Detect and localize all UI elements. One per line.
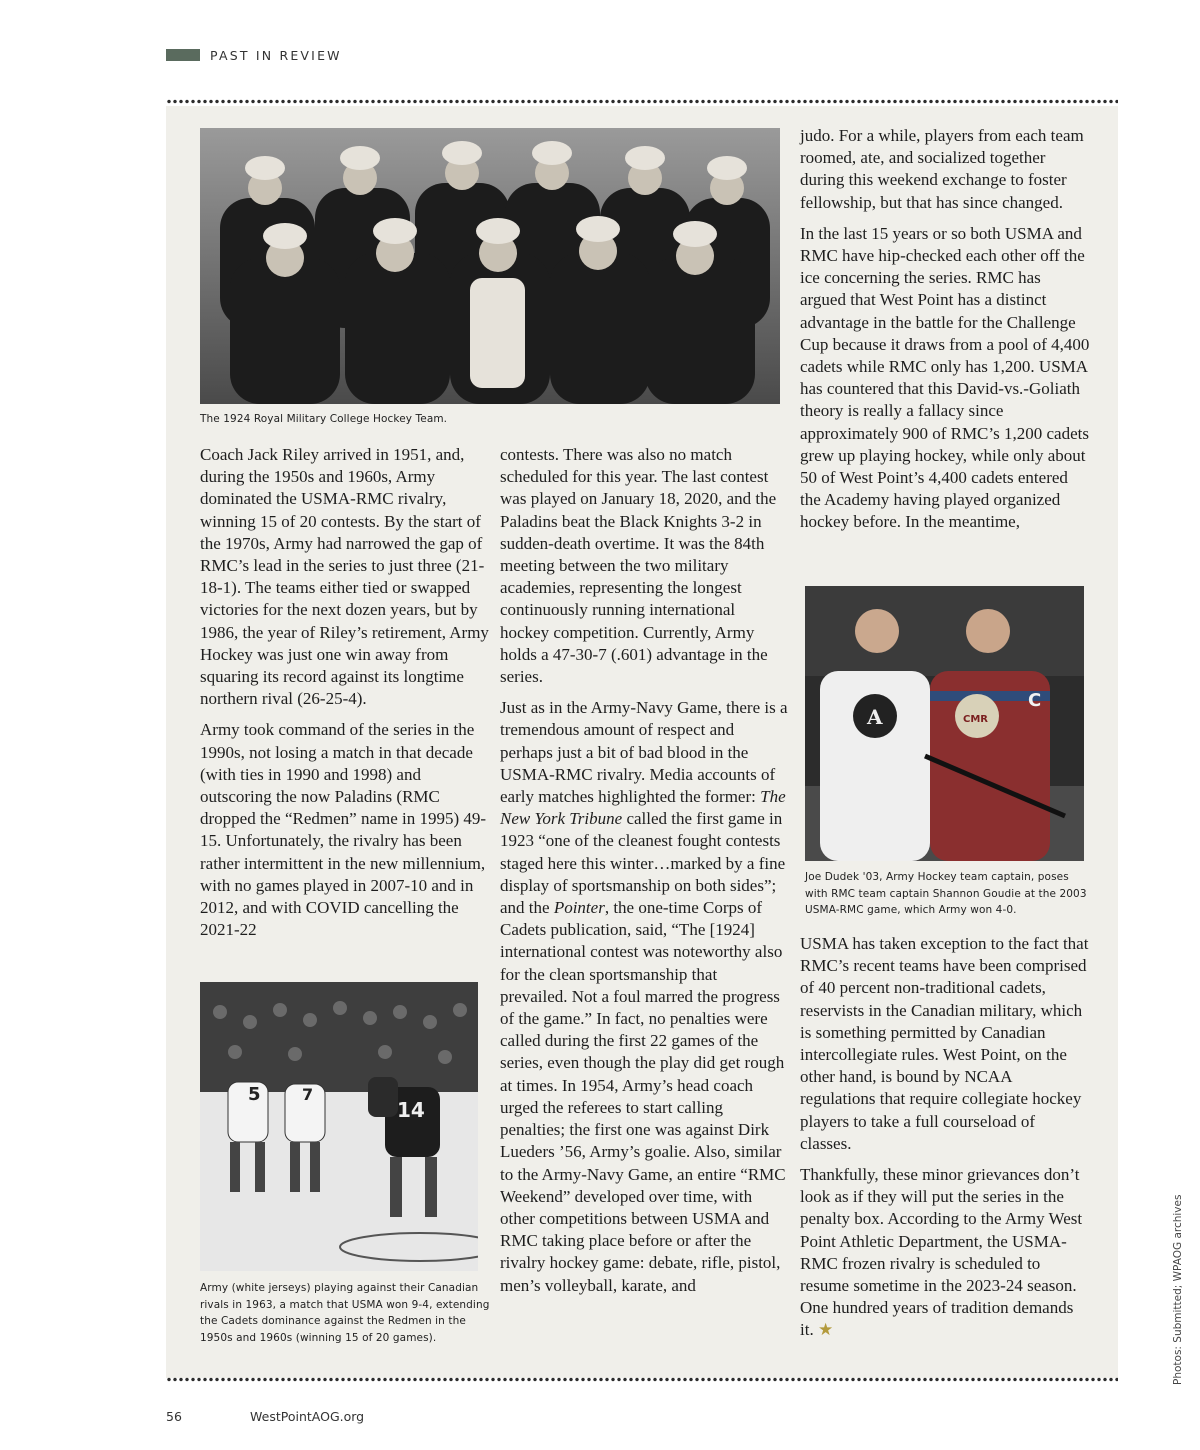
section-label: PAST IN REVIEW xyxy=(210,47,342,63)
game-1963-caption: Army (white jerseys) playing against their Canadian rivals in 1963, a match that USMA won 9-4, extending the Cadets dominance against the Redmen in the 1950s and 1960s (winning 15 of 20 games). xyxy=(200,1282,490,1344)
article-column-3-bottom xyxy=(800,933,1090,1351)
captain-letter: C xyxy=(1028,690,1042,711)
article-column-1 xyxy=(200,444,490,950)
col2-paragraph-2-part-b: called the first game in 1923 “one of the cleanest fought contests staged here this winter…marked by a fine display of sportsmanship on both sides”; and the xyxy=(500,809,786,918)
article-column-3-top xyxy=(800,125,1090,543)
col3-paragraph-3: USMA has taken exception to the fact that RMC’s recent teams have been comprised of 40 percent non-traditional cadets, reservists in the Canadian military, which is something permitted by Canadian intercollegiate rules. West Point, on the other hand, is bound by NCAA regulations that require collegiate hockey players to take a full courseload of classes. xyxy=(800,934,1089,1153)
rmc-crest-text: CMR xyxy=(963,714,988,725)
footer-website: WestPointAOG.org xyxy=(250,1409,365,1424)
jersey-number-14: 14 xyxy=(397,1098,425,1122)
section-header xyxy=(166,47,342,63)
col2-paragraph-2-part-c: , the one-time Corps of Cadets publication, said, “The [1924] international contest was noteworthy also for the clean sportsmanship that prevailed. Not a foul marred the progress of the game.” In fact, no penalties were called during the first 22 games of the series, even though the play did get rough at times. In 1954, Army’s head coach urged the referees to start calling penalties; the first one was against Dirk Lueders ’56, Army’s goalie. Also, similar to the Army-Navy Game, an entire “RMC Weekend” developed over time, with other competitions between USMA and RMC taking place before or after the rivalry hockey game: debate, rifle, pistol, men’s volleyball, karate, and xyxy=(500,898,786,1295)
col3-paragraph-4 xyxy=(800,1164,1090,1342)
page-number: 56 xyxy=(166,1409,182,1424)
end-mark-star-icon: ★ xyxy=(817,1320,834,1340)
pointer-title: Pointer xyxy=(553,898,605,918)
svg-text:A: A xyxy=(867,705,883,729)
col2-paragraph-2-part-a: Just as in the Army-Navy Game, there is a tremendous amount of respect and perhaps just a bit of bad blood in the USMA-RMC rivalry. Media accounts of early matches highlighted the former: xyxy=(500,698,788,807)
photo-credit: Photos: Submitted; WPAOG archives xyxy=(1172,1194,1184,1385)
top-dotted-divider xyxy=(166,99,1118,104)
col3-paragraph-2: In the last 15 years or so both USMA and RMC have hip-checked each other off the ice concerning the series. RMC has argued that West Point has a distinct advantage in the battle for the Challenge Cup because it draws from a pool of 4,400 cadets while RMC only has 1,200. USMA has countered that this David-vs.-Goliath theory is really a fallacy since approximately 900 of RMC’s 1,200 cadets grew up playing hockey, while only about 50 of West Point’s 4,400 cadets entered the Academy having played organized hockey before. In the meantime, xyxy=(800,223,1090,532)
col1-paragraph-1: Coach Jack Riley arrived in 1951, and, during the 1950s and 1960s, Army dominated the USMA-RMC rivalry, winning 15 of 20 contests. By the start of the 1970s, Army had narrowed the gap of RMC’s lead in the series to just three (21-18-1). The teams either tied or swapped victories for the next dozen years, but by 1986, the year of Riley’s retirement, Army Hockey was just one win away from squaring its record against its longtime northern rival (26-25-4). xyxy=(200,445,489,709)
bottom-dotted-divider xyxy=(166,1377,1118,1382)
col3-paragraph-1: judo. For a while, players from each team roomed, ate, and socialized together during this weekend exchange to foster fellowship, but that has since changed. xyxy=(800,126,1084,212)
article-column-2 xyxy=(500,444,788,1306)
col2-paragraph-2 xyxy=(500,697,788,1296)
game-1963-photo xyxy=(200,982,478,1271)
col2-paragraph-1: contests. There was also no match scheduled for this year. The last contest was played on January 18, 2020, and the Paladins beat the Black Knights 3-2 in sudden-death overtime. It was the 84th meeting between the two military academies, representing the longest continuously running international hockey competition. Currently, Army holds a 47-30-7 (.601) advantage in the series. xyxy=(500,445,777,687)
team-1924-photo xyxy=(200,128,780,404)
captains-2003-photo xyxy=(805,586,1084,861)
captains-2003-caption: Joe Dudek '03, Army Hockey team captain, poses with RMC team captain Shannon Goudie at the 2003 USMA-RMC game, which Army won 4-0. xyxy=(805,871,1087,916)
col1-paragraph-2: Army took command of the series in the 1990s, not losing a match in that decade (with ties in 1990 and 1998) and outscoring the now Paladins (RMC dropped the “Redmen” name in 1995) 49-15. Unfortunately, the rivalry has been rather intermittent in the new millennium, with no games played in 2007-10 and in 2012, and with COVID cancelling the 2021-22 xyxy=(200,720,487,940)
team-photo-icon xyxy=(200,128,780,404)
new-york-tribune-title: The New York Tribune xyxy=(500,787,786,829)
jersey-number-7: 7 xyxy=(302,1085,314,1104)
section-header-bar xyxy=(166,49,200,61)
jersey-number-5: 5 xyxy=(248,1084,261,1105)
team-1924-caption: The 1924 Royal Military College Hockey Team. xyxy=(200,413,448,425)
col3-paragraph-4-text: Thankfully, these minor grievances don’t look as if they will put the series in the penalty box. According to the Army West Point Athletic Department, the USMA-RMC frozen rivalry is scheduled to resume sometime in the 2023-24 season. One hundred years of tradition demands it. xyxy=(800,1165,1083,1340)
